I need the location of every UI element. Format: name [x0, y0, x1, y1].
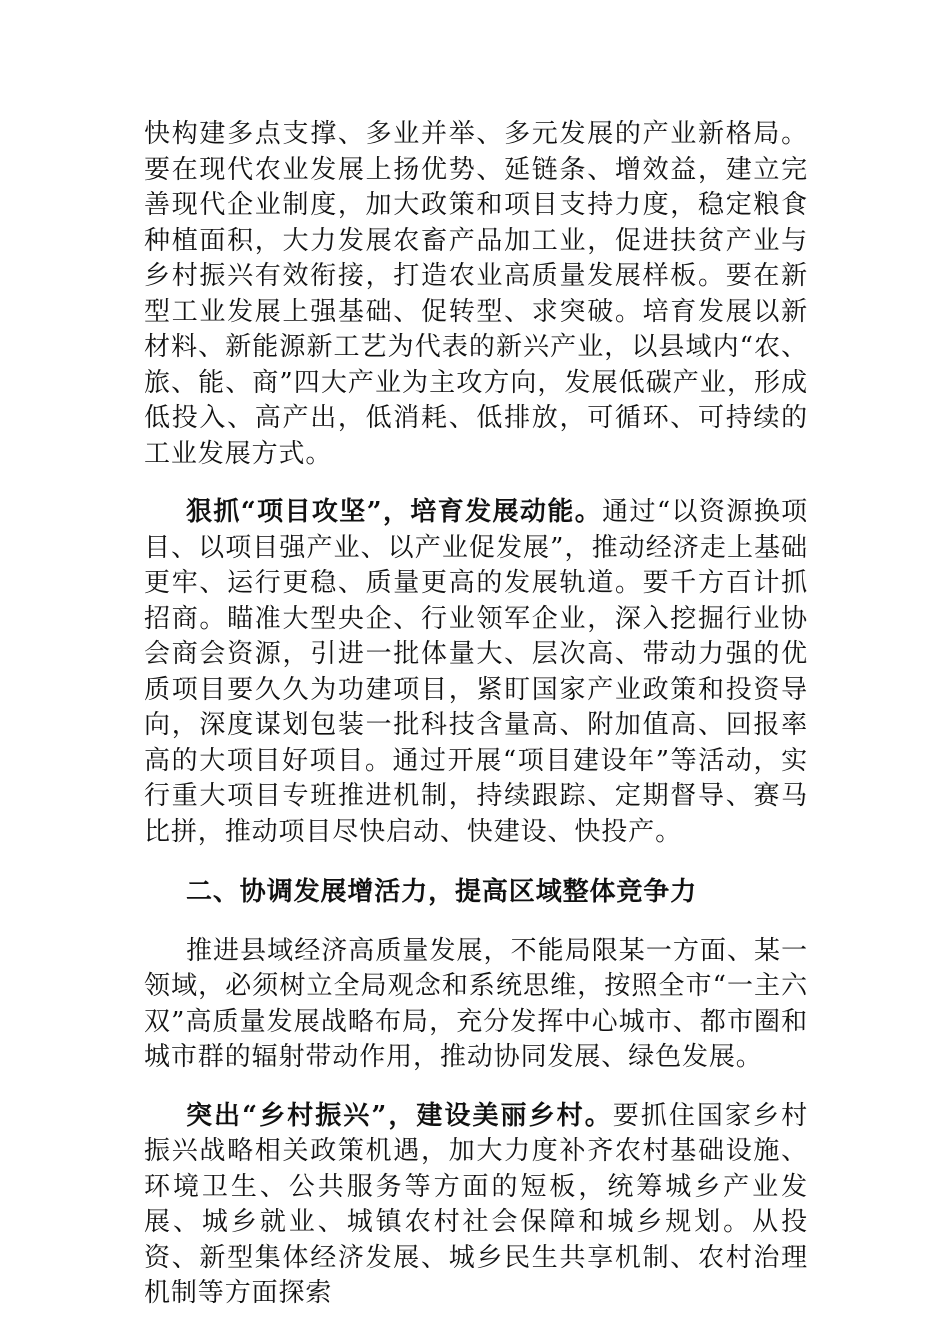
paragraph-body-project: 通过“以资源换项目、以项目强产业、以产业促发展”，推动经济走上基础更牢、运行更稳、质量更高的发展轨道。要千方百计抓招商。瞄准大型央企、行业领军企业，深入挖掘行业协会商会资源，引进一批体量大、层次高、带动力强的优质项目要久久为功建项目，紧盯国家产业政策和投资导向，深度谋划包装一批科技含量高、附加值高、回报率高的大项目好项目。通过开展“项目建设年”等活动，实行重大项目专班推进机制，持续跟踪、定期督导、赛马比拼，推动项目尽快启动、快建设、快投产。 [144, 497, 808, 847]
paragraph-industry-layout: 快构建多点支撑、多业并举、多元发展的产业新格局。要在现代农业发展上扬优势、延链条、增效益，建立完善现代企业制度，加大政策和项目支持力度，稳定粮食种植面积，大力发展农畜产品加工业，促进扶贫产业与乡村振兴有效衔接，打造农业高质量发展样板。要在新型工业发展上强基础、促转型、求突破。培育发展以新材料、新能源新工艺为代表的新兴产业，以县域内“农、旅、能、商”四大产业为主攻方向，发展低碳产业，形成低投入、高产出，低消耗、低排放，可循环、可持续的工业发展方式。 [144, 119, 808, 469]
paragraph-lead-project: 狠抓“项目攻坚”，培育发展动能。 [186, 497, 603, 527]
paragraph-lead-rural: 突出“乡村振兴”，建设美丽乡村。 [186, 1100, 613, 1131]
paragraph-coordination: 推进县域经济高质量发展，不能局限某一方面、某一领域，必须树立全局观念和系统思维，按照全市“一主六双”高质量发展战略布局，充分发挥中心城市、都市圈和城市群的辐射带动作用，推动协同发展、绿色发展。 [144, 935, 808, 1072]
document-page [144, 117, 808, 1312]
section-heading: 二、协调发展增活力，提高区域整体竞争力 [186, 877, 698, 907]
paragraph-body-rural: 要抓住国家乡村振兴战略相关政策机遇，加大力度补齐农村基础设施、环境卫生、公共服务等方面的短板，统筹城乡产业发展、城乡就业、城镇农村社会保障和城乡规划。从投资、新型集体经济发展、城乡民生共享机制、农村治理机制等方面探索 [144, 1100, 808, 1308]
paragraph-rural [144, 1099, 808, 1312]
paragraph-project [144, 495, 808, 850]
